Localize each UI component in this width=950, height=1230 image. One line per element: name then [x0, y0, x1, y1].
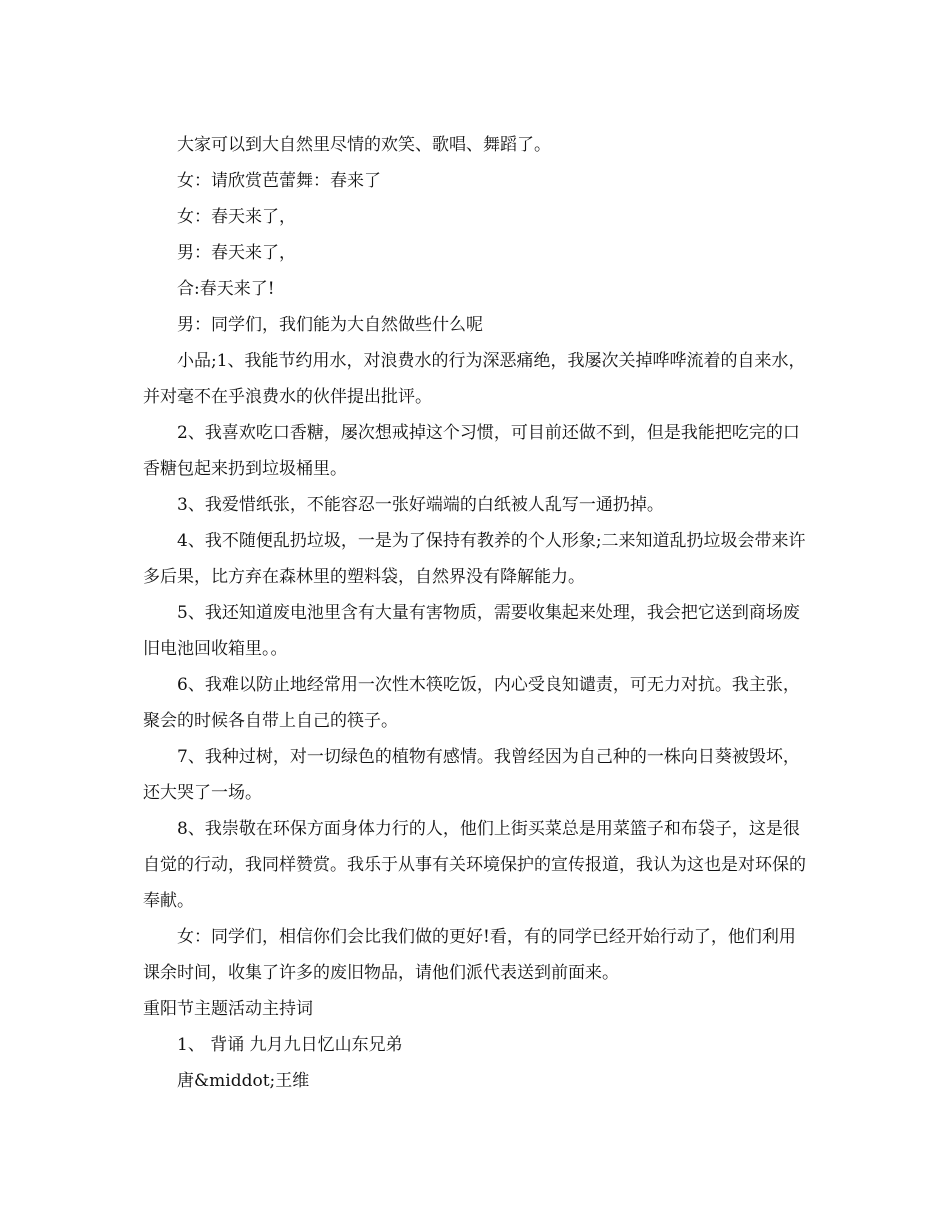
- paragraph: 5、我还知道废电池里含有大量有害物质，需要收集起来处理，我会把它送到商场废旧电池回收箱里。。: [143, 603, 800, 659]
- paragraph: 大家可以到大自然里尽情的欢笑、歌唱、舞蹈了。: [177, 135, 551, 155]
- paragraph: 合:春天来了!: [177, 279, 275, 299]
- paragraph: 女：同学们，相信你们会比我们做的更好!看，有的同学已经开始行动了，他们利用课余时间，收集了许多的废旧物品，请他们派代表送到前面来。: [143, 927, 796, 983]
- paragraph: 小品;1、我能节约用水，对浪费水的行为深恶痛绝，我屡次关掉哗哗流着的自来水，并对毫不在乎浪费水的伙伴提出批评。: [143, 351, 806, 407]
- document-body: [143, 127, 808, 1099]
- paragraph: 2、我喜欢吃口香糖，屡次想戒掉这个习惯，可目前还做不到，但是我能把吃完的口香糖包起来扔到垃圾桶里。: [143, 423, 800, 479]
- paragraph: 女：春天来了，: [177, 207, 296, 227]
- paragraph: 男：春天来了，: [177, 243, 296, 263]
- paragraph: 3、我爱惜纸张，不能容忍一张好端端的白纸被人乱写一通扔掉。: [177, 495, 664, 515]
- paragraph: 8、我崇敬在环保方面身体力行的人，他们上街买菜总是用菜篮子和布袋子，这是很自觉的行动，我同样赞赏。我乐于从事有关环境保护的宣传报道，我认为这也是对环保的奉献。: [143, 819, 806, 911]
- paragraph: 男：同学们，我们能为大自然做些什么呢: [177, 315, 483, 335]
- paragraph: 1、 背诵 九月九日忆山东兄弟: [177, 1035, 403, 1055]
- paragraph: 4、我不随便乱扔垃圾，一是为了保持有教养的个人形象;二来知道乱扔垃圾会带来许多后果，比方弃在森林里的塑料袋，自然界没有降解能力。: [143, 531, 806, 587]
- paragraph: 6、我难以防止地经常用一次性木筷吃饭，内心受良知谴责，可无力对抗。我主张，聚会的时候各自带上自己的筷子。: [143, 675, 800, 731]
- paragraph: 7、我种过树，对一切绿色的植物有感情。我曾经因为自己种的一株向日葵被毁坏，还大哭了一场。: [143, 747, 800, 803]
- paragraph: 女：请欣赏芭蕾舞：春来了: [177, 171, 381, 191]
- section-heading: 重阳节主题活动主持词: [143, 999, 313, 1019]
- paragraph: 唐&middot;王维: [177, 1071, 310, 1091]
